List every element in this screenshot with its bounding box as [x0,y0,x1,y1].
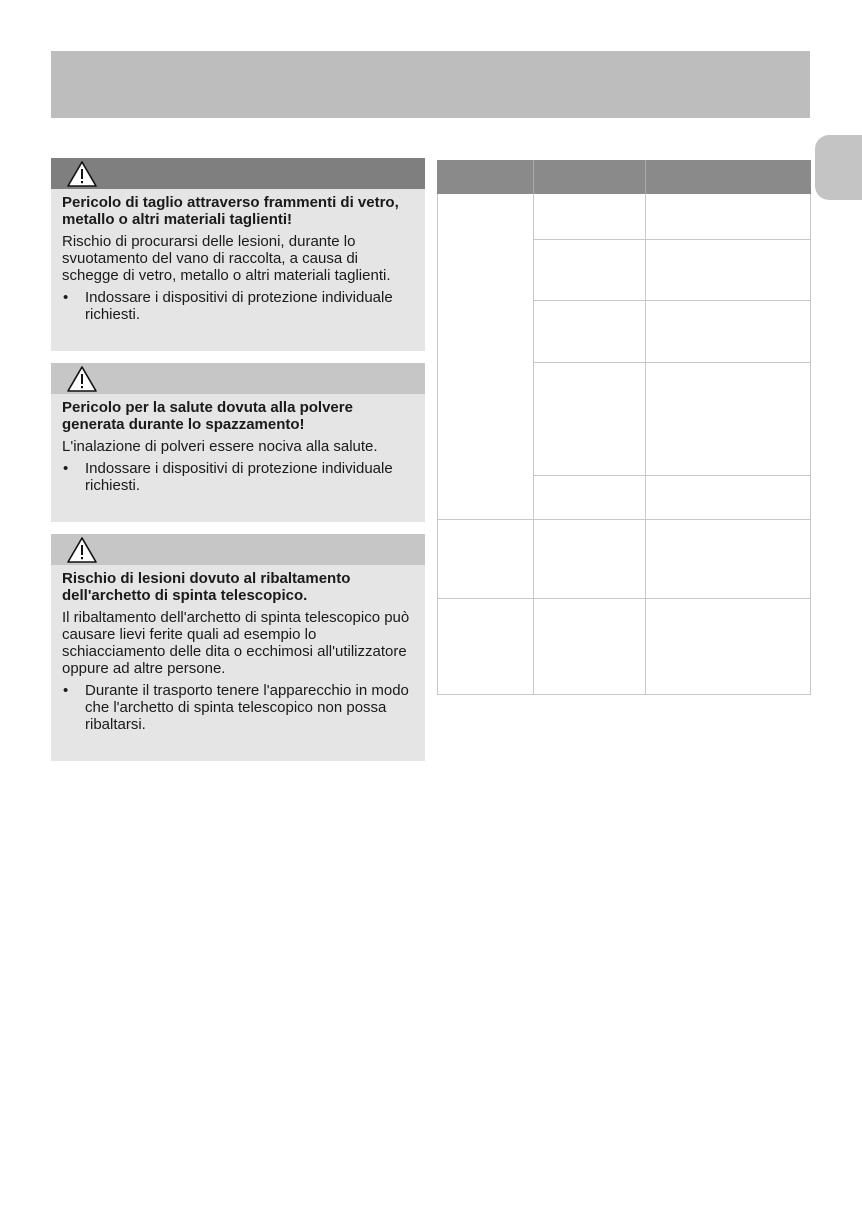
header-divider [533,160,534,194]
warning-text: L'inalazione di polveri essere nociva alla salute. [62,438,378,455]
warning-box-tipping-hazard [51,534,425,761]
table-border-right [810,194,811,695]
table-header-row [437,160,811,194]
warning-box-header [51,534,425,565]
troubleshooting-table [437,160,811,695]
table-border-left [437,194,438,695]
warning-triangle-icon [66,536,98,564]
table-border-bottom [437,694,811,695]
warning-triangle-icon [66,160,98,188]
warning-triangle-icon [66,365,98,393]
table-row-line [533,300,811,301]
warning-title: Pericolo di taglio attraverso frammenti di vetro, metallo o altri materiali taglienti! [62,194,399,228]
warning-box-dust-hazard [51,363,425,522]
warning-list [62,289,417,323]
table-row-line [533,362,811,363]
page-header-band [51,51,810,118]
warning-title: Rischio di lesioni dovuto al ribaltamento dell'archetto di spinta telescopico. [62,570,351,604]
table-row-line [533,239,811,240]
warning-text: Il ribaltamento dell'archetto di spinta telescopico può causare lievi ferite quali ad esempio lo schiacciamento delle dita o ecchimosi all'utilizzatore oppure ad altre persone. [62,609,410,677]
warning-text: Rischio di procurarsi delle lesioni, durante lo svuotamento del vano di raccolta, a causa di schegge di vetro, metallo o altri materiali taglienti. [62,233,391,284]
warning-bullet: • Indossare i dispositivi di protezione individuale richiesti. [62,460,425,494]
warning-box-cut-hazard [51,158,425,351]
header-divider [645,160,646,194]
warning-list [62,682,417,733]
warning-bullet: • Indossare i dispositivi di protezione individuale richiesti. [62,289,425,323]
column-divider [645,194,646,695]
column-divider [533,194,534,695]
warning-bullet: • Durante il trasporto tenere l'apparecchio in modo che l'archetto di spinta telescopico non possa ribaltarsi. [62,682,425,733]
warning-box-header [51,363,425,394]
warning-title: Pericolo per la salute dovuta alla polvere generata durante lo spazzamento! [62,399,353,433]
language-side-tab [815,135,862,200]
warning-box-header [51,158,425,189]
table-row-line [533,475,811,476]
table-row-line [437,598,811,599]
warning-list [62,460,417,494]
table-row-line [437,519,811,520]
